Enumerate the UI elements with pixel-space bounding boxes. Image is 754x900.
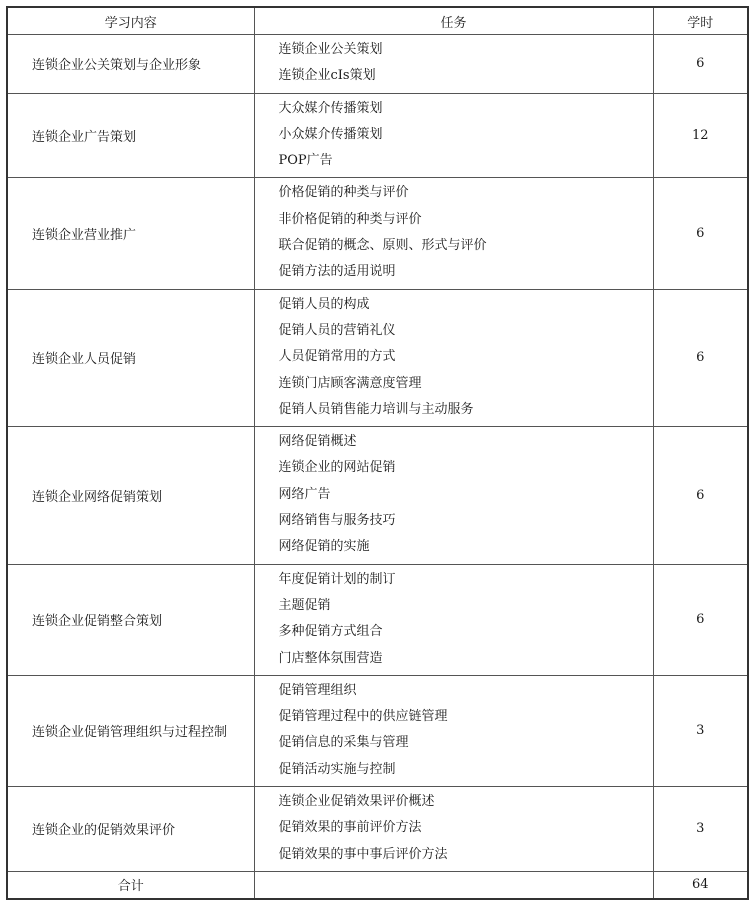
- task-item: 促销人员的营销礼仪: [278, 322, 396, 338]
- table-row: [7, 427, 748, 564]
- total-label: 合计: [7, 871, 254, 899]
- hours-cell: 6: [653, 427, 748, 564]
- tasks-cell: [254, 787, 653, 872]
- table-body: [7, 35, 748, 872]
- hours-cell: 6: [653, 35, 748, 94]
- task-item: 大众媒介传播策划: [278, 100, 383, 116]
- table-row: [7, 35, 748, 94]
- learning-content-cell: 连锁企业广告策划: [7, 93, 254, 178]
- tasks-cell: [254, 35, 653, 94]
- hours-cell: 12: [653, 93, 748, 178]
- learning-content-cell: 连锁企业公关策划与企业形象: [7, 35, 254, 94]
- task-item: 促销人员销售能力培训与主动服务: [278, 401, 474, 417]
- tasks-cell: [254, 178, 653, 289]
- hours-cell: 6: [653, 289, 748, 426]
- task-item: 年度促销计划的制订: [278, 571, 396, 587]
- table-row: [7, 178, 748, 289]
- task-item: 网络促销的实施: [278, 539, 370, 555]
- curriculum-table-wrapper: [6, 6, 747, 900]
- tasks-cell: [254, 427, 653, 564]
- task-item: POP广告: [278, 153, 333, 169]
- total-tasks: [254, 871, 653, 899]
- total-hours: 64: [653, 871, 748, 899]
- learning-content-cell: 连锁企业促销整合策划: [7, 564, 254, 675]
- learning-content-cell: 连锁企业的促销效果评价: [7, 787, 254, 872]
- table-row: [7, 787, 748, 872]
- curriculum-table: [6, 6, 749, 900]
- task-item: 价格促销的种类与评价: [278, 185, 409, 201]
- table-row: [7, 564, 748, 675]
- task-item: 连锁企业公关策划: [278, 42, 383, 57]
- task-item: 连锁门店顾客满意度管理: [278, 375, 422, 391]
- hours-cell: 3: [653, 787, 748, 872]
- task-item: 促销效果的事中事后评价方法: [278, 846, 448, 862]
- tasks-cell: [254, 675, 653, 786]
- hours-cell: 6: [653, 564, 748, 675]
- task-item: 小众媒介传播策划: [278, 126, 383, 142]
- tasks-cell: [254, 93, 653, 178]
- task-item: 促销信息的采集与管理: [278, 735, 409, 751]
- learning-content-cell: 连锁企业人员促销: [7, 289, 254, 426]
- table-row: [7, 289, 748, 426]
- header-tasks: 任务: [254, 7, 653, 35]
- task-item: 主题促销: [278, 597, 331, 613]
- task-item: 促销方法的适用说明: [278, 264, 396, 280]
- total-row: [7, 871, 748, 899]
- task-item: 促销效果的事前评价方法: [278, 820, 422, 836]
- header-hours: 学时: [653, 7, 748, 35]
- learning-content-cell: 连锁企业网络促销策划: [7, 427, 254, 564]
- header-row: [7, 7, 748, 35]
- learning-content-cell: 连锁企业营业推广: [7, 178, 254, 289]
- tasks-cell: [254, 289, 653, 426]
- learning-content-cell: 连锁企业促销管理组织与过程控制: [7, 675, 254, 786]
- task-item: 连锁企业促销效果评价概述: [278, 794, 435, 810]
- task-item: 门店整体氛围营造: [278, 650, 383, 666]
- hours-cell: 6: [653, 178, 748, 289]
- task-item: 促销活动实施与控制: [278, 761, 396, 777]
- task-item: 网络销售与服务技巧: [278, 513, 396, 529]
- task-item: 网络广告: [278, 486, 331, 502]
- tasks-cell: [254, 564, 653, 675]
- task-item: 促销人员的构成: [278, 296, 370, 312]
- header-content: 学习内容: [7, 7, 254, 35]
- task-item: 连锁企业cIs策划: [278, 68, 376, 84]
- task-item: 非价格促销的种类与评价: [278, 211, 422, 227]
- task-item: 联合促销的概念、原则、形式与评价: [278, 238, 487, 254]
- table-row: [7, 93, 748, 178]
- task-item: 连锁企业的网站促销: [278, 460, 396, 476]
- task-item: 促销管理组织: [278, 682, 357, 698]
- table-row: [7, 675, 748, 786]
- hours-cell: 3: [653, 675, 748, 786]
- task-item: 人员促销常用的方式: [278, 349, 396, 365]
- task-item: 网络促销概述: [278, 434, 357, 450]
- task-item: 促销管理过程中的供应链管理: [278, 709, 448, 725]
- task-item: 多种促销方式组合: [278, 624, 383, 640]
